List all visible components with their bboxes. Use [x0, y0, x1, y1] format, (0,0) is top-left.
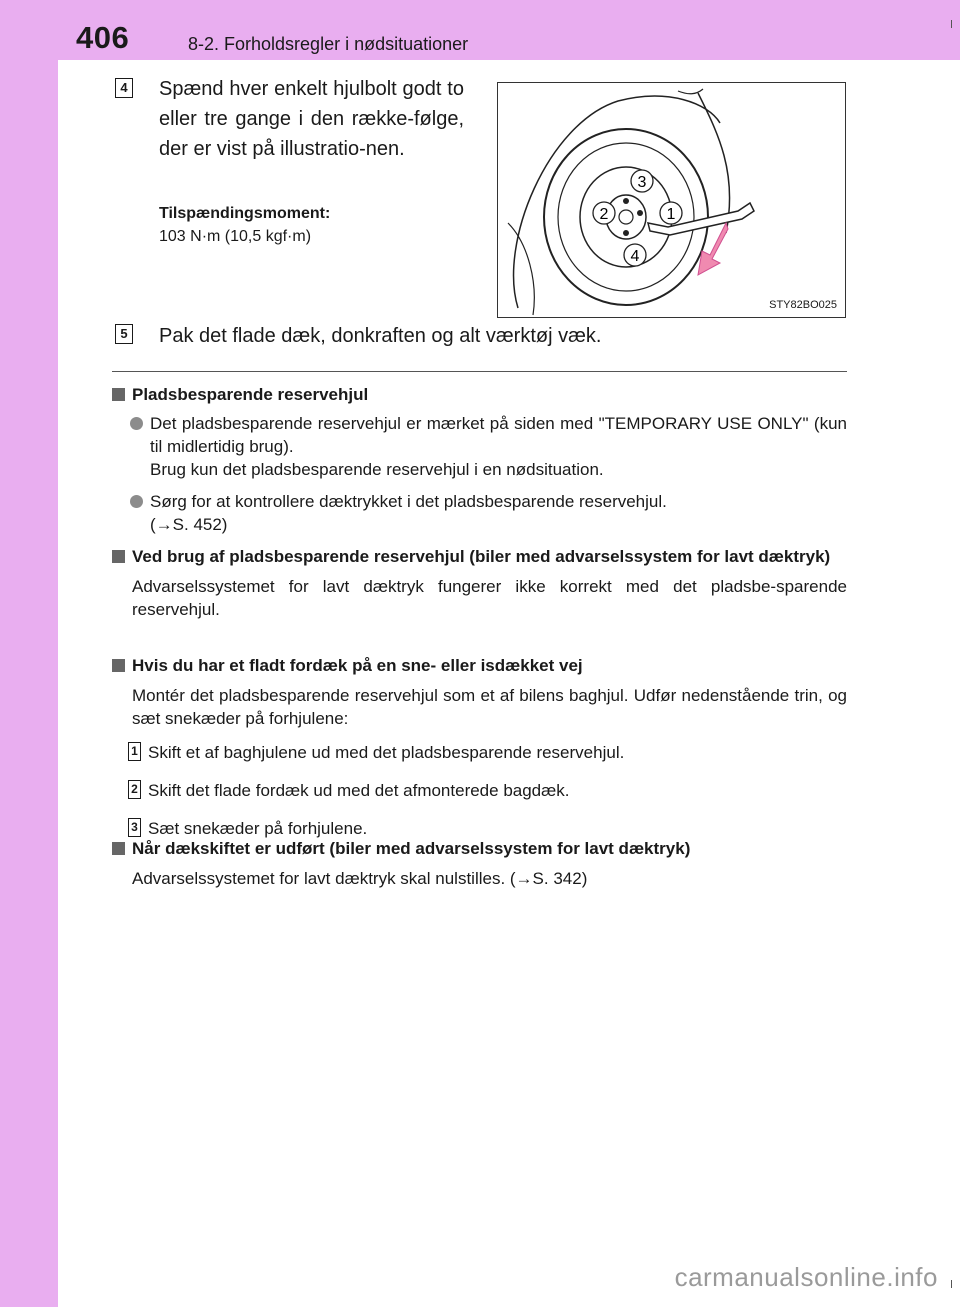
- wheel-illustration: [497, 82, 846, 318]
- section-heading: Når dækskiftet er udført (biler med advarselssystem for lavt dæktryk): [112, 837, 847, 860]
- crop-mark: [951, 20, 952, 28]
- step-number-box: 1: [128, 742, 141, 761]
- section-spare-wheel: [112, 383, 847, 536]
- section-heading: Hvis du har et fladt fordæk på en sne- eller isdækket vej: [112, 654, 847, 677]
- bolt-label-4: 4: [630, 248, 640, 265]
- page-number: 406: [76, 20, 130, 55]
- section-body: Montér det pladsbesparende reservehjul som et af bilens baghjul. Udfør nedenstående trin, og sæt snekæder på forhjulene:: [132, 686, 847, 728]
- chapter-tab-sidebar: [0, 0, 58, 1307]
- wheel-drawing: [498, 83, 844, 316]
- section-body: Advarselssystemet for lavt dæktryk skal nulstilles. (→S. 342): [132, 869, 588, 888]
- bolt-label-3: 3: [637, 174, 647, 191]
- bullet-dot-icon: [130, 417, 143, 430]
- watermark: carmanualsonline.info: [674, 1262, 938, 1292]
- step-5-text: Pak det flade dæk, donkraften og alt værktøj væk.: [159, 325, 602, 347]
- figure-code: STY82BO025: [769, 299, 837, 311]
- numbered-step: 1 Skift et af baghjulene ud med det pladsbesparende reservehjul.: [112, 741, 847, 771]
- step-number-box: 2: [128, 780, 141, 799]
- step-number-box: 5: [115, 324, 133, 344]
- bullet-item: Det pladsbesparende reservehjul er mærket på siden med "TEMPORARY USE ONLY" (kun til midlertidig brug). Brug kun det pladsbesparende reservehjul i en nødsituation.: [112, 412, 847, 481]
- section-after-change: [112, 837, 847, 890]
- section-body: Advarselssystemet for lavt dæktryk fungerer ikke korrekt med det pladsbe-sparende reservehjul.: [132, 577, 847, 619]
- bolt-label-1: 1: [666, 206, 676, 223]
- bullet-item: Sørg for at kontrollere dæktrykket i det pladsbesparende reservehjul. (→S. 452): [112, 490, 847, 536]
- square-marker-icon: [112, 842, 125, 855]
- step-number-box: 3: [128, 818, 141, 837]
- step-number-box: 4: [115, 78, 133, 98]
- section-tpms-spare: [112, 545, 847, 621]
- divider: [112, 371, 847, 372]
- section-heading: Ved brug af pladsbesparende reservehjul (biler med advarselssystem for lavt dæktryk): [112, 545, 847, 568]
- square-marker-icon: [112, 659, 125, 672]
- crop-mark: [951, 1280, 952, 1288]
- chapter-title: 8-2. Forholdsregler i nødsituationer: [188, 34, 469, 54]
- torque-value: 103 N·m (10,5 kgf·m): [159, 228, 312, 245]
- numbered-step: 3 Sæt snekæder på forhjulene.: [112, 817, 847, 847]
- torque-label: Tilspændingsmoment:: [159, 205, 331, 222]
- bolt-label-2: 2: [599, 206, 609, 223]
- step-4-text: Spænd hver enkelt hjulbolt godt to eller tre gange i den række-følge, der er vist på illustratio-nen.: [159, 78, 464, 160]
- section-heading: Pladsbesparende reservehjul: [112, 383, 847, 406]
- square-marker-icon: [112, 550, 125, 563]
- numbered-step: 2 Skift det flade fordæk ud med det afmonterede bagdæk.: [112, 779, 847, 809]
- square-marker-icon: [112, 388, 125, 401]
- section-snow-road: [112, 654, 847, 847]
- bullet-dot-icon: [130, 495, 143, 508]
